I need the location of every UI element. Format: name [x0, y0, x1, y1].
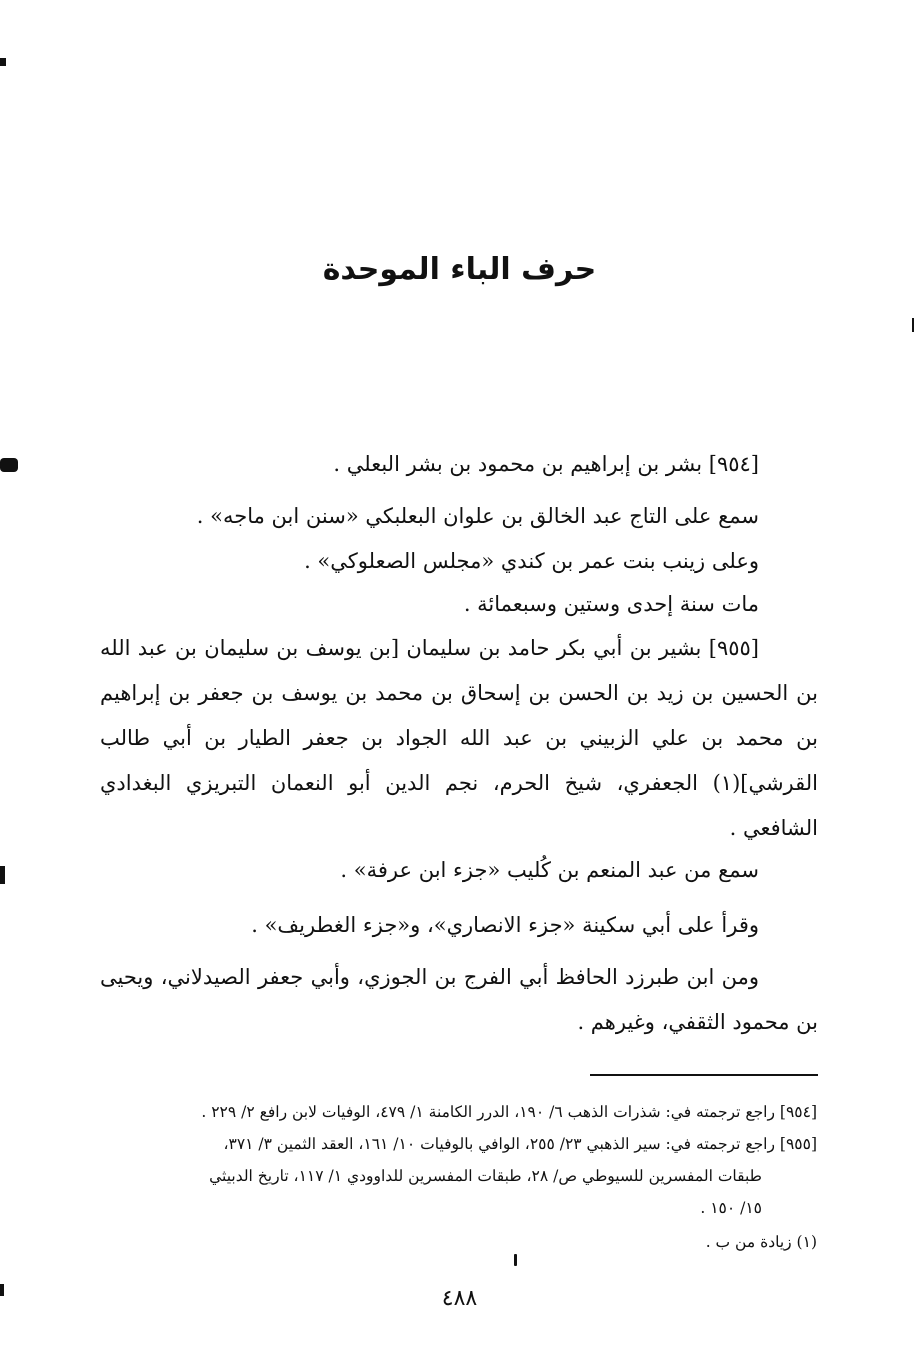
section-title: حرف الباء الموحدة: [322, 252, 597, 287]
footnote-954: [٩٥٤] راجع ترجمته في: شذرات الذهب ٦/ ١٩٠، الدرر الكامنة ١/ ٤٧٩، الوفيات لابن رافع ٢/ ٢٢٩ .: [201, 1103, 817, 1121]
footnote-955-line-3: ١٥/ ١٥٠ .: [700, 1199, 762, 1217]
entry-955-header: [٩٥٥] بشير بن أبي بكر حامد بن سليمان [بن يوسف بن سليمان بن عبد الله بن الحسين بن زيد بن الحسن بن إسحاق بن محمد بن يوسف بن جعفر بن إبراهيم بن محمد بن علي الزبيني بن عبد الله الجواد بن جعفر الطيار بن أبي طالب القرشي](١) الجعفري، شيخ الحرم، نجم الدين أبو النعمان التبريزي البغدادي الشافعي .: [100, 636, 818, 840]
entry-954-line-3: مات سنة إحدى وستين وسبعمائة .: [463, 592, 759, 616]
entry-954-line-1: سمع على التاج عبد الخالق بن علوان البعلبكي «سنن ابن ماجه» .: [196, 504, 759, 528]
entry-955-line-3: ومن ابن طبرزد الحافظ أبي الفرج بن الجوزي، وأبي جعفر الصيدلاني، ويحيى بن محمود الثقفي، وغيرهم .: [100, 965, 818, 1034]
scan-edge-mark-lower: [0, 866, 5, 884]
scan-edge-mark-middle: [0, 458, 18, 472]
scan-edge-mark-top: [0, 58, 6, 66]
entry-954-line-2: وعلى زينب بنت عمر بن كندي «مجلس الصعلوكي» .: [304, 549, 759, 573]
footnote-955-line-1: [٩٥٥] راجع ترجمته في: سير الذهبي ٢٣/ ٢٥٥، الوافي بالوفيات ١٠/ ١٦١، العقد الثمين ٣/ ٣٧١،: [223, 1135, 817, 1153]
entry-954-header: [٩٥٤] بشر بن إبراهيم بن محمود بن بشر البعلي .: [333, 452, 759, 476]
ink-speck: [514, 1254, 517, 1266]
page-number: ٤٨٨: [441, 1286, 478, 1311]
footnote-955-line-2: طبقات المفسرين للسيوطي ص/ ٢٨، طبقات المفسرين للداوودي ١/ ١١٧، تاريخ الدبيثي: [209, 1167, 762, 1185]
footnote-divider: [590, 1074, 818, 1076]
scan-edge-mark-right: [912, 318, 914, 332]
footnote-1: (١) زيادة من ب .: [705, 1233, 817, 1251]
entry-955-line-2: وقرأ على أبي سكينة «جزء الانصاري»، و«جزء الغطريف» .: [251, 913, 759, 937]
entry-955-line-1: سمع من عبد المنعم بن كُليب «جزء ابن عرفة» .: [340, 858, 759, 882]
